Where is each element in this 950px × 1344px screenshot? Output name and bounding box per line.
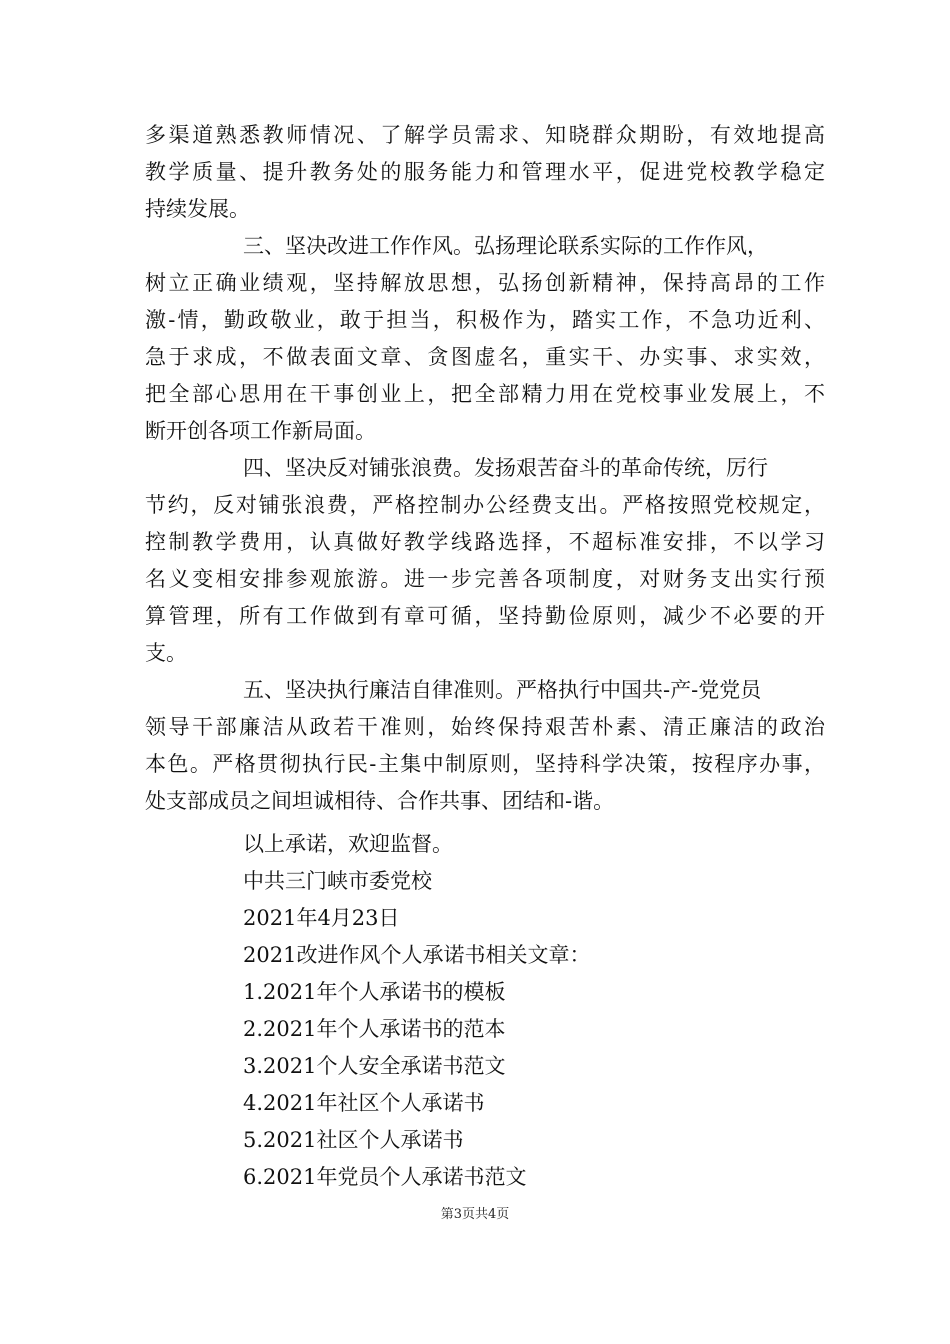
paragraph-line: 领导干部廉洁从政若干准则，始终保持艰苦朴素、清正廉洁的政治 — [145, 715, 825, 739]
paragraph-line: 三、坚决改进工作作风。弘扬理论联系实际的工作作风， — [243, 234, 768, 258]
paragraph-line: 处支部成员之间坦诚相待、合作共事、团结和-谐。 — [145, 789, 615, 813]
paragraph-line: 急于求成，不做表面文章、贪图虚名，重实干、办实事、求实效， — [145, 345, 825, 369]
paragraph-line: 五、坚决执行廉洁自律准则。严格执行中国共-产-党党员 — [243, 678, 762, 702]
page-footer — [0, 1203, 950, 1222]
page-number: 第3页共4页 — [440, 1207, 510, 1222]
paragraph-line: 树立正确业绩观，坚持解放思想，弘扬创新精神，保持高昂的工作 — [145, 271, 825, 295]
related-articles-heading: 2021改进作风个人承诺书相关文章： — [243, 943, 591, 967]
paragraph-line: 控制教学费用，认真做好教学线路选择，不超标准安排，不以学习 — [145, 530, 825, 554]
related-article-link[interactable]: 3.2021个人安全承诺书范文 — [243, 1054, 506, 1078]
paragraph-line: 多渠道熟悉教师情况、了解学员需求、知晓群众期盼，有效地提高 — [145, 123, 825, 147]
signature-organization: 中共三门峡市委党校 — [243, 869, 432, 893]
paragraph-line: 激-情，勤政敬业，敢于担当，积极作为，踏实工作，不急功近利、 — [145, 308, 825, 332]
paragraph-line: 本色。严格贯彻执行民-主集中制原则，坚持科学决策，按程序办事， — [145, 752, 825, 776]
related-article-link[interactable]: 6.2021年党员个人承诺书范文 — [243, 1165, 527, 1189]
closing-statement: 以上承诺，欢迎监督。 — [243, 832, 453, 856]
paragraph-line: 把全部心思用在干事创业上，把全部精力用在党校事业发展上，不 — [145, 382, 825, 406]
related-article-link[interactable]: 4.2021年社区个人承诺书 — [243, 1091, 485, 1115]
related-article-link[interactable]: 5.2021社区个人承诺书 — [243, 1128, 464, 1152]
paragraph-line: 节约，反对铺张浪费，严格控制办公经费支出。严格按照党校规定， — [145, 493, 825, 517]
paragraph-line: 支。 — [145, 641, 187, 665]
related-article-link[interactable]: 1.2021年个人承诺书的模板 — [243, 980, 506, 1004]
paragraph-line: 持续发展。 — [145, 197, 250, 221]
paragraph-line: 教学质量、提升教务处的服务能力和管理水平，促进党校教学稳定 — [145, 160, 825, 184]
related-article-link[interactable]: 2.2021年个人承诺书的范本 — [243, 1017, 506, 1041]
signature-date: 2021年4月23日 — [243, 906, 400, 930]
paragraph-line: 四、坚决反对铺张浪费。发扬艰苦奋斗的革命传统，厉行 — [243, 456, 768, 480]
paragraph-line: 算管理，所有工作做到有章可循，坚持勤俭原则，减少不必要的开 — [145, 604, 825, 628]
paragraph-line: 断开创各项工作新局面。 — [145, 419, 376, 443]
paragraph-line: 名义变相安排参观旅游。进一步完善各项制度，对财务支出实行预 — [145, 567, 825, 591]
